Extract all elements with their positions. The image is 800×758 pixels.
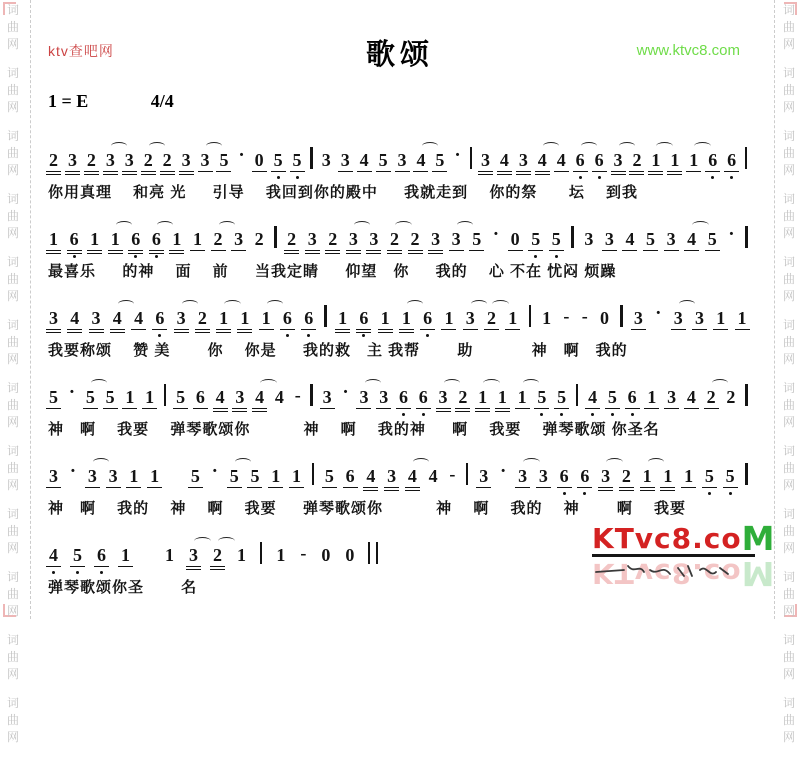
slur-arc — [395, 221, 412, 229]
note-token: 1 — [239, 309, 250, 327]
slur-arc — [523, 379, 540, 387]
final-barline — [368, 542, 378, 564]
note-token: 6 — [303, 309, 314, 327]
note-token: 3 — [438, 388, 449, 406]
low-octave-dot — [560, 413, 563, 416]
note-token: 5 — [249, 467, 260, 485]
barline — [324, 305, 326, 327]
note-token: 1 — [171, 230, 182, 248]
note-token: 4 — [112, 309, 123, 327]
note-token: 2 — [254, 229, 264, 249]
dot-after-note: · — [728, 224, 735, 245]
note-token: 4 — [428, 466, 438, 486]
note-token: 1 — [650, 151, 661, 169]
lyrics-line: 我要称颂 赞 美 你 你是 我的救 主 我帮 助 神 啊 我的 — [48, 342, 628, 359]
note-token: 6 — [594, 151, 605, 169]
note-token: 5 — [607, 388, 618, 406]
note-token: 3 — [321, 150, 331, 170]
note-token: 5 — [434, 151, 445, 169]
note-token: 3 — [633, 309, 644, 327]
lyrics-line: 神 啊 我的 神 啊 我要 弹琴歌颂你 神 啊 我的 神 啊 我要 — [48, 500, 687, 517]
low-octave-dot — [611, 413, 614, 416]
note-token: 5 — [471, 230, 482, 248]
note-token: 1 — [276, 545, 286, 565]
barline — [310, 384, 312, 406]
note-token: 3 — [378, 388, 389, 406]
dot-after-note: · — [454, 145, 461, 166]
note-token: 1 — [120, 546, 131, 564]
note-token: 5 — [704, 467, 715, 485]
note-token: 3 — [348, 230, 359, 248]
slur-arc — [543, 142, 560, 150]
note-token: 3 — [340, 151, 351, 169]
slur-arc — [218, 537, 235, 545]
note-token: 6 — [422, 309, 433, 327]
notes-line — [48, 452, 748, 485]
note-token: 1 — [218, 309, 229, 327]
note-token: 6 — [398, 388, 409, 406]
note-token: 2 — [162, 151, 173, 169]
slur-arc — [581, 142, 598, 150]
note-token: 2 — [327, 230, 338, 248]
note-token: 3 — [518, 151, 529, 169]
slur-arc — [679, 300, 696, 308]
note-token: 6 — [195, 388, 206, 406]
slur-arc — [492, 300, 509, 308]
note-token: 6 — [130, 230, 141, 248]
note-token: 5 — [48, 388, 59, 406]
lyrics-line: 神 啊 我要 弹琴歌颂你 神 啊 我的神 啊 我要 弹琴歌颂 你圣名 — [48, 421, 660, 438]
low-octave-dot — [563, 492, 566, 495]
note-token: 3 — [694, 309, 705, 327]
note-token: 1 — [144, 388, 155, 406]
slur-arc — [194, 537, 211, 545]
slur-arc — [656, 142, 673, 150]
note-token: 1 — [89, 230, 100, 248]
slur-arc — [606, 458, 623, 466]
low-octave-dot — [362, 334, 365, 337]
low-octave-dot — [73, 255, 76, 258]
slur-arc — [365, 379, 382, 387]
note-token: 1 — [380, 309, 391, 327]
note-token: 1 — [683, 467, 694, 485]
slur-arc — [694, 142, 711, 150]
dash-note: - — [294, 385, 301, 405]
note-token: 5 — [551, 230, 562, 248]
low-octave-dot — [296, 176, 299, 179]
note-token: 5 — [292, 151, 303, 169]
slur-arc — [457, 221, 474, 229]
slur-arc — [692, 221, 709, 229]
note-token: 3 — [613, 151, 624, 169]
note-token: 6 — [418, 388, 429, 406]
note-token: 6 — [627, 388, 638, 406]
note-token: 6 — [345, 467, 356, 485]
dash-note: - — [300, 543, 307, 563]
note-token: 3 — [48, 467, 59, 485]
low-octave-dot — [534, 255, 537, 258]
note-token: 5 — [273, 151, 284, 169]
note-token: 1 — [542, 308, 552, 328]
note-token: 3 — [358, 388, 369, 406]
note-token: 1 — [662, 467, 673, 485]
note-token: 5 — [530, 230, 541, 248]
barline — [745, 384, 747, 406]
low-octave-dot — [729, 492, 732, 495]
note-token: 3 — [105, 151, 116, 169]
slur-arc — [182, 300, 199, 308]
low-octave-dot — [711, 176, 714, 179]
note-token: 2 — [621, 467, 632, 485]
barline — [310, 147, 312, 169]
barline — [745, 226, 747, 248]
dot-after-note: · — [499, 461, 507, 482]
low-octave-dot — [583, 492, 586, 495]
note-token: 4 — [537, 151, 548, 169]
note-token: 5 — [725, 467, 736, 485]
note-token: 3 — [322, 388, 333, 406]
slur-arc — [444, 379, 461, 387]
note-token: 1 — [149, 467, 160, 485]
note-token: 3 — [451, 230, 462, 248]
note-token: 5 — [536, 388, 547, 406]
note-token: 2 — [457, 388, 468, 406]
note-token: 3 — [233, 230, 244, 248]
barline — [745, 147, 747, 169]
slur-arc — [149, 142, 166, 150]
notes-line — [48, 373, 748, 406]
key-signature: 1 = E — [48, 91, 89, 111]
note-token: 4 — [48, 546, 59, 564]
slur-arc — [206, 142, 223, 150]
barline — [164, 384, 166, 406]
note-token: 3 — [480, 151, 491, 169]
note-token: 1 — [715, 309, 726, 327]
low-octave-dot — [286, 334, 289, 337]
slur-arc — [648, 458, 665, 466]
note-token: 3 — [234, 388, 245, 406]
low-octave-dot — [422, 413, 425, 416]
note-token: 4 — [556, 151, 567, 169]
note-token: 4 — [686, 230, 697, 248]
note-token: 6 — [559, 467, 570, 485]
low-octave-dot — [402, 413, 405, 416]
slur-arc — [224, 300, 241, 308]
dot-after-note: · — [492, 224, 500, 245]
note-token: 3 — [397, 151, 408, 169]
note-token: 3 — [517, 467, 528, 485]
note-token: 4 — [624, 230, 635, 248]
note-token: 1 — [261, 309, 272, 327]
note-token: 2 — [706, 388, 717, 406]
note-token: 1 — [669, 151, 680, 169]
barline — [529, 305, 531, 327]
logo-text-m: M — [741, 519, 776, 558]
lyrics-line: 最喜乐 的神 面 前 当我定睛 仰望 你 我的 心 不在 忧闷 烦躁 — [48, 263, 617, 280]
note-token: 4 — [415, 151, 426, 169]
note-token: 6 — [69, 230, 80, 248]
note-token: 1 — [737, 309, 748, 327]
low-octave-dot — [708, 492, 711, 495]
note-token: 1 — [165, 545, 174, 565]
right-border-vertical-text: 词 曲 网 词 曲 网 词 曲 网 词 曲 网 词 曲 网 词 曲 网 词 曲 网 词 曲 网 词 曲 网 词 曲 网 词 曲 网 词 曲 网 — [782, 3, 795, 744]
note-token: 3 — [430, 230, 441, 248]
music-system-1 — [48, 136, 748, 202]
note-token: 3 — [176, 309, 187, 327]
dot-after-note: · — [69, 461, 77, 482]
barline — [312, 463, 314, 485]
slur-arc — [219, 221, 236, 229]
note-token: 1 — [477, 388, 488, 406]
note-token: 1 — [688, 151, 699, 169]
note-token: 5 — [324, 467, 335, 485]
page-title: 歌颂 — [365, 39, 434, 71]
barline — [466, 463, 468, 485]
note-token: 2 — [726, 387, 736, 407]
note-token: 3 — [67, 151, 78, 169]
note-token: 3 — [584, 229, 594, 249]
note-token: 6 — [96, 546, 107, 564]
slur-arc — [157, 221, 174, 229]
note-token: 0 — [254, 151, 265, 169]
note-token: 3 — [87, 467, 98, 485]
slur-arc — [483, 379, 500, 387]
note-token: 1 — [517, 388, 528, 406]
notes-line — [48, 215, 748, 248]
note-token: 5 — [105, 388, 116, 406]
note-token: 3 — [48, 309, 59, 327]
note-token: 1 — [192, 230, 203, 248]
music-system-5 — [48, 452, 748, 518]
dot-after-note: · — [68, 382, 76, 403]
logo-reflection: KTvc8.coM — [592, 554, 776, 593]
low-octave-dot — [540, 413, 543, 416]
note-token: 3 — [666, 230, 677, 248]
barline — [620, 305, 622, 327]
low-octave-dot — [598, 176, 601, 179]
barline — [745, 463, 747, 485]
note-token: 6 — [707, 151, 718, 169]
barline — [571, 226, 573, 248]
notes-line — [48, 294, 748, 327]
slur-arc — [116, 221, 133, 229]
logo-text-main: KTvc8.co — [592, 522, 742, 555]
note-token: 6 — [282, 309, 293, 327]
note-token: 5 — [190, 467, 201, 485]
lyrics-line: 弹琴歌颂你圣 名 — [48, 579, 198, 596]
dash-note: - — [449, 464, 456, 484]
note-token: 3 — [600, 467, 611, 485]
note-token: 1 — [401, 309, 412, 327]
low-octave-dot — [730, 176, 733, 179]
note-token: 4 — [686, 388, 697, 406]
note-token: 1 — [291, 467, 302, 485]
note-token: 4 — [254, 388, 265, 406]
note-token: 2 — [410, 230, 421, 248]
lyrics-line: 你用真理 和亮 光 引导 我回到你的殿中 我就走到 你的祭 坛 到我 — [48, 184, 639, 201]
slur-arc — [523, 458, 540, 466]
slur-arc — [407, 300, 424, 308]
note-token: 5 — [645, 230, 656, 248]
slur-arc — [354, 221, 371, 229]
barline — [470, 147, 472, 169]
barline — [260, 542, 262, 564]
note-token: 1 — [337, 309, 348, 327]
note-token: 4 — [365, 467, 376, 485]
low-octave-dot — [591, 413, 594, 416]
note-token: 4 — [359, 151, 370, 169]
note-token: 2 — [486, 309, 497, 327]
low-octave-dot — [631, 413, 634, 416]
note-token: 4 — [499, 151, 510, 169]
note-token: 1 — [124, 388, 135, 406]
left-border-vertical-text: 词 曲 网 词 曲 网 词 曲 网 词 曲 网 词 曲 网 词 曲 网 词 曲 网 词 曲 网 词 曲 网 词 曲 网 词 曲 网 词 曲 网 — [6, 3, 19, 744]
low-octave-dot — [307, 334, 310, 337]
low-octave-dot — [426, 334, 429, 337]
note-token: 6 — [726, 151, 737, 169]
note-token: 0 — [345, 545, 355, 565]
note-token: 1 — [110, 230, 121, 248]
note-token: 5 — [378, 151, 389, 169]
dot-after-note: · — [655, 303, 662, 324]
slur-arc — [422, 142, 439, 150]
note-token: 6 — [579, 467, 590, 485]
note-token: 5 — [218, 151, 229, 169]
signature-scribble — [590, 554, 776, 593]
site-name-left: ktv查吧网 — [48, 43, 114, 59]
note-token: 1 — [646, 388, 657, 406]
note-token: 2 — [286, 230, 297, 248]
low-octave-dot — [52, 571, 55, 574]
note-token: 3 — [200, 151, 211, 169]
slur-arc — [471, 300, 488, 308]
note-token: 2 — [212, 546, 223, 564]
dash-note: - — [581, 306, 588, 326]
note-token: 2 — [48, 151, 59, 169]
note-token: 1 — [443, 309, 454, 327]
note-token: 0 — [599, 308, 609, 328]
note-token: 2 — [389, 230, 400, 248]
music-system-4 — [48, 373, 748, 439]
dot-after-note: · — [238, 145, 245, 166]
note-token: 3 — [465, 309, 476, 327]
note-token: 4 — [407, 467, 418, 485]
low-octave-dot — [155, 255, 158, 258]
note-token: 5 — [556, 388, 567, 406]
barline — [274, 226, 276, 248]
note-token: 1 — [270, 467, 281, 485]
slur-arc — [118, 300, 135, 308]
note-token: 3 — [307, 230, 318, 248]
note-token: 2 — [631, 151, 642, 169]
key-signature-line — [48, 91, 174, 112]
note-token: 3 — [478, 467, 489, 485]
note-token: 6 — [154, 309, 165, 327]
time-signature: 4/4 — [150, 91, 174, 111]
dash-note: - — [563, 306, 570, 326]
watermark-logo-text — [592, 519, 776, 558]
note-token: 4 — [274, 387, 284, 407]
note-token: 3 — [91, 309, 102, 327]
note-token: 0 — [321, 545, 331, 565]
note-token: 3 — [124, 151, 135, 169]
low-octave-dot — [134, 255, 137, 258]
note-token: 5 — [85, 388, 96, 406]
slur-arc — [619, 142, 636, 150]
dot-after-note: · — [211, 461, 218, 482]
note-token: 2 — [86, 151, 97, 169]
low-octave-dot — [277, 176, 280, 179]
left-dashed-divider — [30, 0, 31, 619]
note-token: 6 — [575, 151, 586, 169]
note-token: 3 — [188, 546, 199, 564]
note-token: 3 — [386, 467, 397, 485]
note-token: 3 — [108, 467, 119, 485]
slur-arc — [91, 379, 108, 387]
note-token: 4 — [215, 388, 226, 406]
note-token: 3 — [538, 467, 549, 485]
low-octave-dot — [579, 176, 582, 179]
slur-arc — [260, 379, 277, 387]
slur-arc — [93, 458, 110, 466]
slur-arc — [111, 142, 128, 150]
low-octave-dot — [76, 571, 79, 574]
music-system-3 — [48, 294, 748, 360]
notes-line — [48, 136, 748, 169]
music-system-2 — [48, 215, 748, 281]
note-token: 1 — [48, 230, 59, 248]
note-token: 6 — [358, 309, 369, 327]
slur-arc — [235, 458, 252, 466]
note-token: 1 — [128, 467, 139, 485]
note-token: 4 — [587, 388, 598, 406]
slur-arc — [712, 379, 729, 387]
note-token: 4 — [133, 309, 144, 327]
barline — [576, 384, 578, 406]
note-token: 4 — [69, 309, 80, 327]
note-token: 6 — [151, 230, 162, 248]
note-token: 5 — [707, 230, 718, 248]
note-token: 1 — [642, 467, 653, 485]
note-token: 2 — [213, 230, 224, 248]
note-token: 0 — [510, 230, 521, 248]
note-token: 5 — [229, 467, 240, 485]
site-url-right: www.ktvc8.com — [636, 42, 740, 59]
low-octave-dot — [555, 255, 558, 258]
note-token: 1 — [497, 388, 508, 406]
dot-after-note: · — [342, 382, 349, 403]
note-token: 1 — [507, 309, 518, 327]
note-token: 3 — [181, 151, 192, 169]
note-token: 3 — [666, 388, 677, 406]
note-token: 5 — [72, 546, 83, 564]
note-token: 3 — [604, 230, 615, 248]
slur-arc — [267, 300, 284, 308]
low-octave-dot — [158, 334, 161, 337]
note-token: 1 — [237, 545, 246, 565]
note-token: 2 — [197, 309, 208, 327]
note-token: 3 — [673, 309, 684, 327]
slur-arc — [413, 458, 430, 466]
note-token: 5 — [175, 388, 186, 406]
note-token: 2 — [143, 151, 154, 169]
note-token: 3 — [368, 230, 379, 248]
low-octave-dot — [100, 571, 103, 574]
